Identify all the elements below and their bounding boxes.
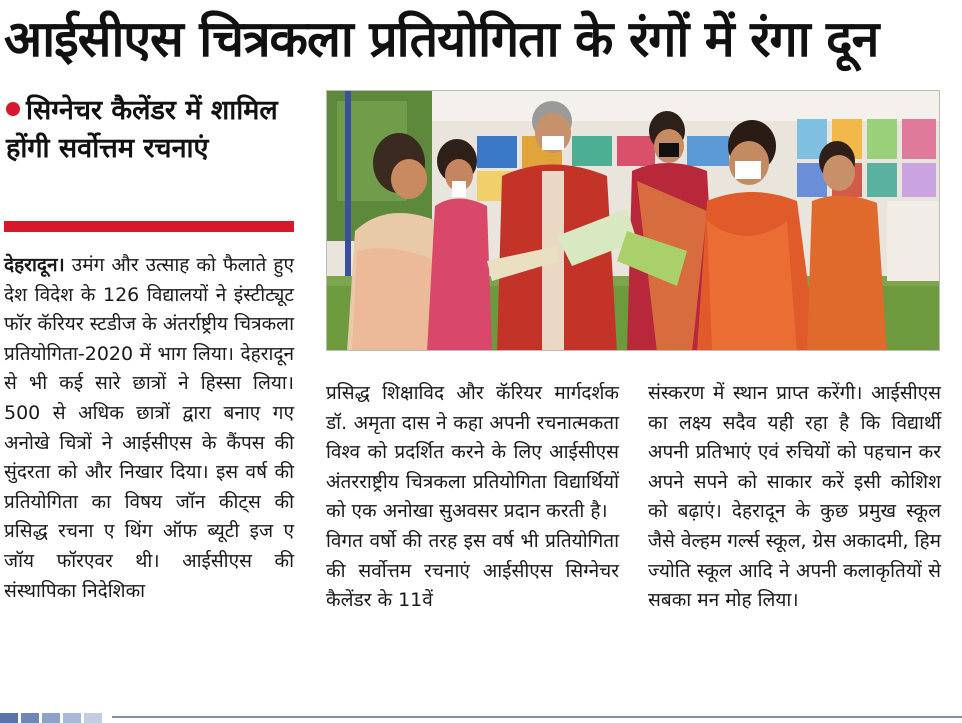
- article-column-2: [326, 379, 619, 616]
- section-divider: [4, 221, 294, 232]
- event-photo-illustration: [327, 91, 940, 351]
- footer-block: [42, 713, 60, 723]
- footer-block: [63, 713, 81, 723]
- article-paragraph: [4, 251, 294, 606]
- column-1-text: उमंग और उत्साह को फैलाते हुए देश विदेश के 126 विद्यालयों ने इंस्टीट्यूट फॉर कॅरियर स्टडीज के अंतर्राष्ट्रीय चित्रकला प्रतियोगिता-2020 में भाग लिया। देहरादून से भी कई सारे छात्रों ने हिस्सा लिया। 500 से अधिक छात्रों द्वारा बनाए गए अनोखे चित्रों ने आईसीएस के कैंपस की सुंदरता को और निखार दिया। इस वर्ष की प्रतियोगिता का विषय जॉन कीट्स की प्रसिद्ध रचना ए थिंग ऑफ ब्यूटी इज ए जॉय फॉरएवर थी। आईसीएस की संस्थापिका निदेशिका: [4, 254, 294, 602]
- dateline: देहरादून।: [4, 254, 65, 276]
- footer-color-blocks: [0, 713, 110, 723]
- bullet-dot-icon: [6, 102, 20, 116]
- footer-block: [84, 713, 102, 723]
- article-paragraph: प्रसिद्ध शिक्षाविद और कॅरियर मार्गदर्शक डॉ. अमृता दास ने कहा अपनी रचनात्मकता विश्व को प्रदर्शित करने के लिए आईसीएस अंतरराष्ट्रीय चित्रकला प्रतियोगिता विद्यार्थियों को एक अनोखा सुअवसर प्रदान करती है।: [326, 382, 619, 523]
- subhead: [6, 92, 306, 168]
- footer-rule: [112, 716, 962, 718]
- headline: आईसीएस चित्रकला प्रतियोगिता के रंगों में रंगा दून: [4, 10, 879, 68]
- event-photo: [326, 90, 940, 351]
- subhead-text: सिग्नेचर कैलेंडर में शामिल होंगी सर्वोत्तम रचनाएं: [6, 95, 278, 164]
- footer-block: [0, 713, 18, 723]
- article-column-3: [648, 379, 941, 616]
- article-column-1: [4, 251, 294, 606]
- footer-block: [21, 713, 39, 723]
- article-paragraph: संस्करण में स्थान प्राप्त करेंगी। आईसीएस का लक्ष्य सदैव यही रहा है कि विद्यार्थी अपनी प्रतिभाएं एवं रुचियों को पहचान कर अपने सपने को साकार करें इसी कोशिश को बढ़ाएं। देहरादून के कुछ प्रमुख स्कूल जैसे वेल्हम गर्ल्स स्कूल, ग्रेस अकादमी, हिम ज्योति स्कूल आदि ने अपनी कलाकृतियों से सबका मन मोह लिया।: [648, 382, 941, 612]
- article-paragraph: विगत वर्षो की तरह इस वर्ष भी प्रतियोगिता की सर्वोत्तम रचनाएं आईसीएस सिग्नेचर कैलेंडर के 11वें: [326, 529, 619, 612]
